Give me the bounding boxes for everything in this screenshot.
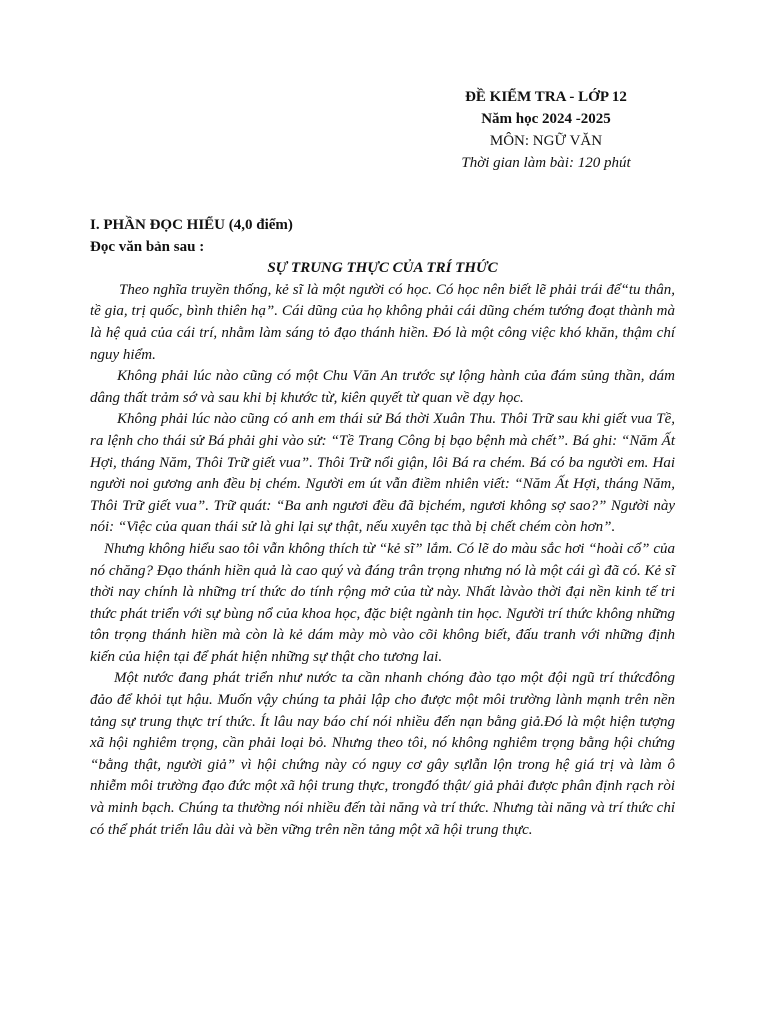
exam-duration: Thời gian làm bài: 120 phút xyxy=(461,155,631,171)
subject: MÔN: NGỮ VĂN xyxy=(489,133,603,149)
section-instruction: Đọc văn bản sau : xyxy=(90,238,205,255)
passage-paragraph: Không phải lúc nào cũng có một Chu Văn An trước sự lộng hành của đám sủng thần, dám dâng thất trảm sớ và sau khi bị khước từ, kiên quyết từ quan về dạy học. xyxy=(90,368,675,406)
exam-header xyxy=(446,86,646,174)
school-year: Năm học 2024 -2025 xyxy=(481,111,611,127)
passage-paragraph: Theo nghĩa truyền thống, kẻ sĩ là một người có học. Có học nên biết lẽ phải trái để“tu thân, tề gia, trị quốc, bình thiên hạ”. Cái dũng của họ không phải cái dũng chém tướng đoạt thành mà là hệ quả của cái trí, nhằm làm sáng tỏ đạo thánh hiền. Đó là một công việc khó khăn, thậm chí nguy hiểm. xyxy=(90,281,675,363)
passage-paragraph: Một nước đang phát triển như nước ta cần nhanh chóng đào tạo một đội ngũ trí thứcđông đảo để khỏi tụt hậu. Muốn vậy chúng ta phải lập cho được một môi trường lành mạnh trên nền tảng sự trung thực trí thức. Ít lâu nay báo chí nói nhiều đến nạn bằng giả.Đó là một hiện tượng xã hội nghiêm trọng, cần phải loại bỏ. Nhưng theo tôi, nó không nghiêm trọng bằng hội chứng “bằng thật, người giả” vì hội chứng này có nguy cơ gây sựlẫn lộn trong hệ giá trị và làm ô nhiễm môi trường đạo đức một xã hội trung thực, trongđó thật/ giả phải được phân định rạch ròi và minh bạch. Chúng ta thường nói nhiều đến tài năng và trí thức. Nhưng tài năng và trí thức chỉ có thể phát triển lâu dài và bền vững trên nền tảng một xã hội trung thực. xyxy=(90,670,675,838)
passage-title: SỰ TRUNG THỰC CỦA TRÍ THỨC xyxy=(267,260,498,277)
passage-paragraph: Không phải lúc nào cũng có anh em thái sử Bá thời Xuân Thu. Thôi Trữ sau khi giết vua Tề, ra lệnh cho thái sử Bá phải ghi vào sử: “Tề Trang Công bị bạo bệnh mà chết”. Bá ghi: “Năm Ất Hợi, tháng Năm, Thôi Trữ giết vua”. Thôi Trữ nổi giận, lôi Bá ra chém. Bá có ba người em. Hai người noi gương anh đều bị chém. Người em út vẫn điềm nhiên viết: “Năm Ất Hợi, tháng Năm, Thôi Trữ giết vua”. Trữ quát: “Ba anh ngươi đều đã bịchém, ngươi không sợ sao?” Người này nói: “Việc của quan thái sử là ghi lại sự thật, nếu xuyên tạc thà bị chết chém còn hơn”. xyxy=(90,411,675,536)
exam-title: ĐỀ KIỂM TRA - LỚP 12 xyxy=(465,89,627,105)
section-title: I. PHẦN ĐỌC HIỂU (4,0 điểm) xyxy=(90,217,293,233)
passage-paragraph: Nhưng không hiểu sao tôi vẫn không thích từ “kẻ sĩ” lắm. Có lẽ do màu sắc hơi “hoài cổ” của nó chăng? Đạo thánh hiền quả là cao quý và đáng trân trọng nhưng nó là một cái gì đã có. Kẻ sĩ thời nay chính là những trí thức do tính rộng mở của từ này. Nhất làvào thời đại nền kinh tế tri thức phát triển với sự bùng nổ của khoa học, đặc biệt ngành tin học. Người trí thức không những tôn trọng thánh hiền mà còn là kẻ dám mày mò vào cõi không biết, đấu tranh với những định kiến của hiện tại để phát hiện những sự thật cho tương lai. xyxy=(90,540,675,665)
reading-section xyxy=(90,215,675,841)
